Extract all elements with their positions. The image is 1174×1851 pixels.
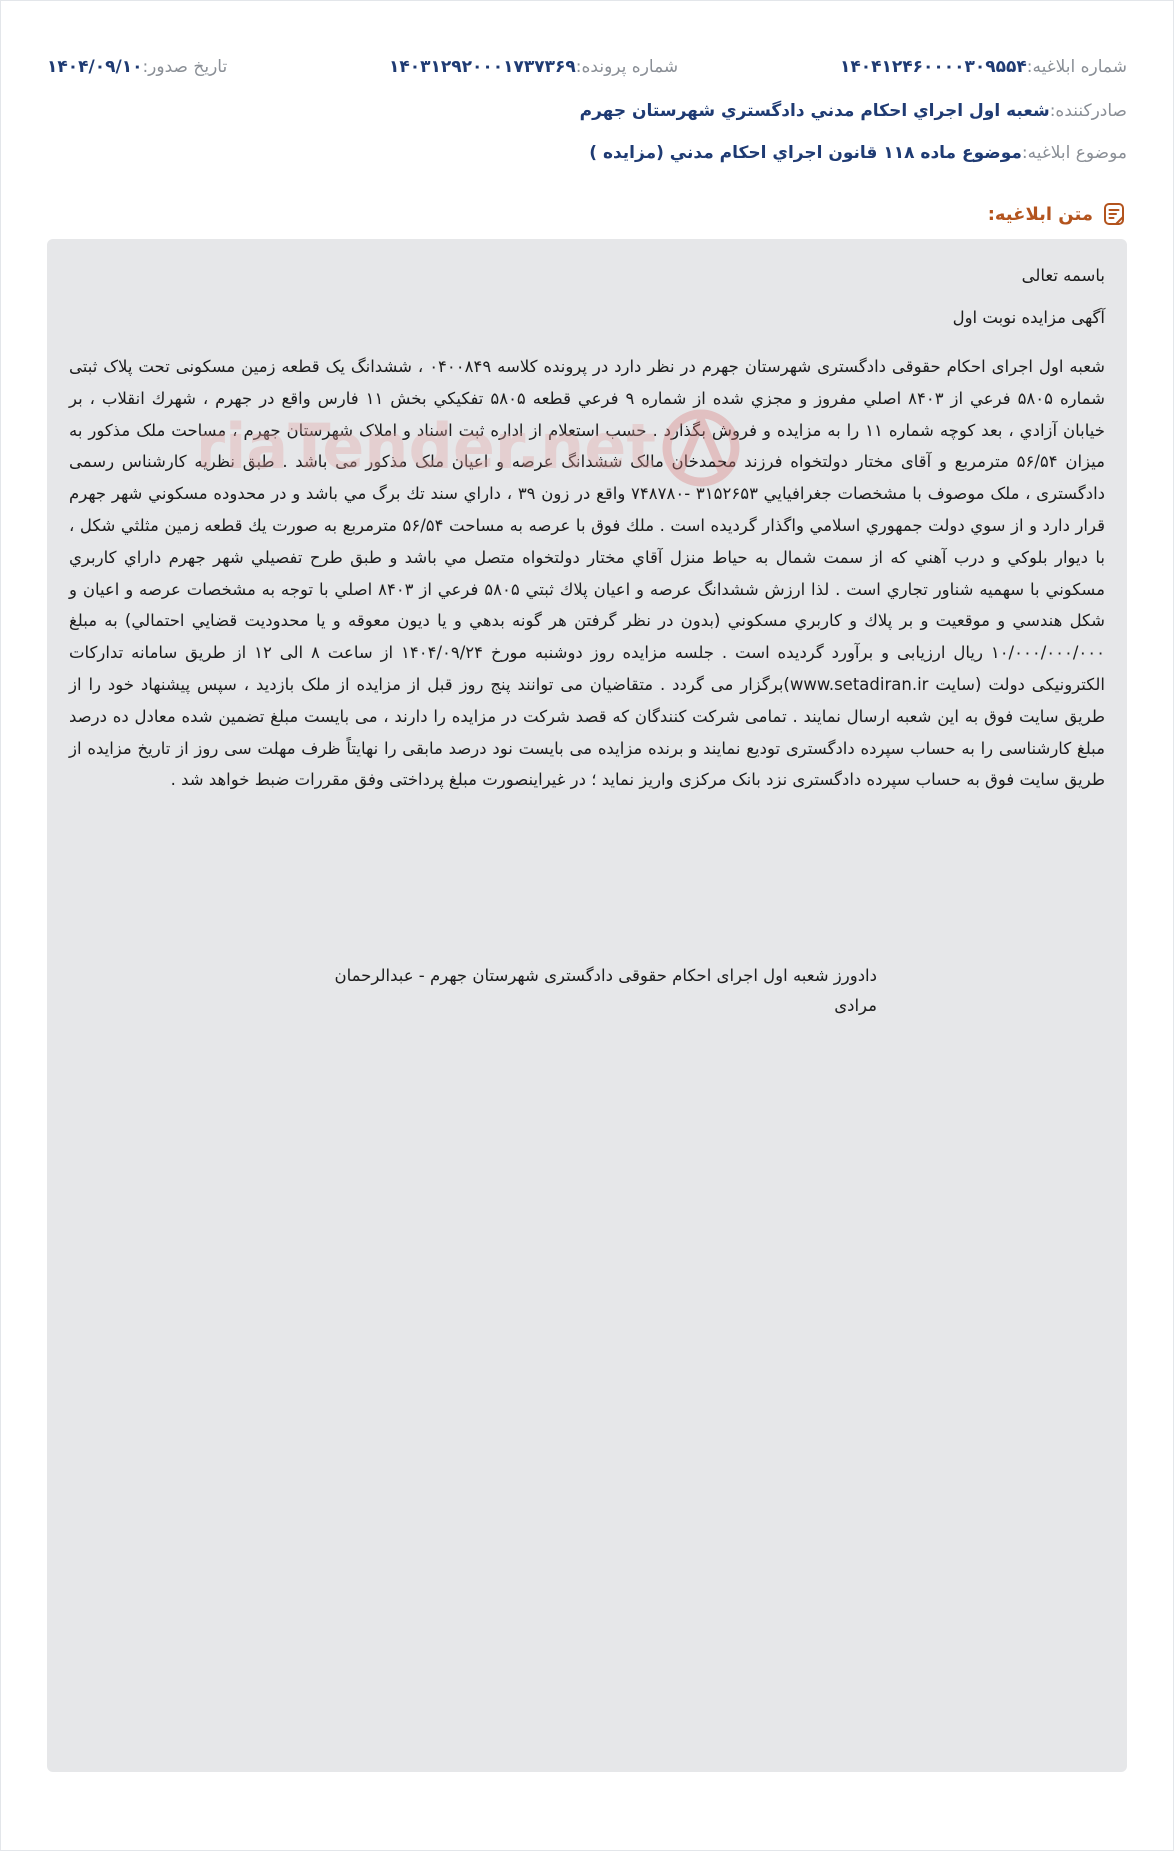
notice-content-box — [47, 239, 1127, 1772]
subject-label: موضوع ابلاغیه: — [1021, 143, 1127, 163]
case-number-label: شماره پرونده: — [575, 57, 679, 77]
notice-heading-title: آگهی مزایده نوبت اول — [952, 308, 1105, 327]
notice-heading-basmala: باسمه تعالی — [1021, 266, 1105, 285]
issuer-value: شعبه اول اجراي احكام مدني دادگستري شهرستان جهرم — [579, 101, 1050, 121]
notice-number-value: ۱۴۰۴۱۲۴۶۰۰۰۰۳۰۹۵۵۴ — [839, 57, 1027, 77]
issue-date-label: تاریخ صدور: — [142, 57, 228, 77]
notice-meta-row — [47, 57, 1127, 77]
notice-number-label: شماره ابلاغیه: — [1026, 57, 1127, 77]
notice-number-field — [840, 57, 1127, 77]
issuer-label: صادرکننده: — [1049, 101, 1127, 121]
issue-date-value: ۱۴۰۴/۰۹/۱۰ — [47, 57, 143, 77]
section-title-text: متن ابلاغیه: — [987, 203, 1093, 225]
case-number-field — [389, 57, 678, 77]
case-number-value: ۱۴۰۳۱۲۹۲۰۰۰۱۷۳۷۳۶۹ — [389, 57, 576, 77]
issuer-field — [47, 101, 1127, 121]
notice-signature: دادورز شعبه اول اجرای احکام حقوقی دادگستری شهرستان جهرم - عبدالرحمان مرادی — [334, 966, 877, 1016]
subject-field — [47, 143, 1127, 163]
document-note-icon — [1101, 201, 1127, 227]
subject-value: موضوع ماده ۱۱۸ قانون اجراي احكام مدني (مزايده ) — [589, 143, 1022, 163]
notice-text-heading — [988, 201, 1127, 227]
issue-date-field — [47, 57, 227, 77]
notice-body-text: شعبه اول اجرای احکام حقوقی دادگستری شهرستان جهرم در نظر دارد در پرونده کلاسه ۰۴۰۰۸۴۹ ، ششدانگ یک قطعه زمین مسکونی تحت پلاک ثبتی شماره ۵۸۰۵ فرعي از ۸۴۰۳ اصلي مفروز و مجزي شده از شماره ۹ فرعي قطعه ۵۸۰۵ تفكيكي بخش ۱۱ فارس واقع در جهرم ، شهرك انقلاب ، بر خيابان آزادي ، بعد كوچه شماره ۱۱ را به مزايده و فروش بگذارد . حسب استعلام از اداره ثبت اسناد و املاک شهرستان جهرم ، مساحت ملک مذکور به میزان ۵۶/۵۴ مترمربع و آقای مختار دولتخواه فرزند محمدخان مالک ششدانگ عرصه و اعیان ملک مذکور می باشد . طبق نظریه کارشناس رسمی دادگستری ، ملک موصوف با مشخصات جغرافيايي ۳۱۵۲۶۵۳ -۷۴۸۷۸۰ واقع در زون ۳۹ ، داراي سند تك برگ مي باشد و در محدوده مسكوني شهر جهرم قرار دارد و از سوي دولت جمهوري اسلامي واگذار گرديده است . ملك فوق با عرصه به مساحت ۵۶/۵۴ مترمربع به صورت يك قطعه زمين مثلثي شكل ، با ديوار بلوكي و درب آهني كه از سمت شمال به حياط منزل آقاي مختار دولتخواه متصل مي باشد و طبق طرح تفصيلي شهر جهرم داراي كاربري مسكوني با سهميه شناور تجاري است . لذا ارزش ششدانگ عرصه و اعيان پلاك ثبتي ۵۸۰۵ فرعي از ۸۴۰۳ اصلي با توجه به مشخصات عرصه و اعيان و شكل هندسي و موقعيت و بر پلاك و كاربري مسكوني (بدون در نظر گرفتن هر گونه بدهي و يا ديون معوقه و يا محدوديت قضايي احتمالي) به مبلغ ۱۰/۰۰۰/۰۰۰/۰۰۰ ريال ارزيابی و برآورد گردیده است . جلسه مزایده روز دوشنبه مورخ ۱۴۰۴/۰۹/۲۴ از ساعت ۸ الی ۱۲ از طریق سامانه تدارکات الکترونیکی دولت (سایت www.setadiran.ir)برگزار می گردد . متقاضیان می توانند پنج روز قبل از مزایده از ملک بازدید ، سپس پیشنهاد خود را از طریق سایت فوق به این شعبه ارسال نمایند . تمامی شرکت کنندگان که قصد شرکت در مزایده را دارند ، می بایست مبلغ تضمین شده معادل ده درصد مبلغ کارشناسی را به حساب سپرده دادگستری تودیع نمایند و برنده مزایده می بایست نود درصد مابقی را نهایتاً ظرف مهلت سی روز از تاریخ مزایده از طریق سایت فوق به حساب سپرده دادگستری نزد بانک مرکزی واریز نماید ؛ در غیراینصورت مبلغ پرداختی وفق مقررات ضبط خواهد شد . — [69, 357, 1106, 790]
svg-text:AriaTender.net: riaTender.net — [201, 410, 656, 483]
